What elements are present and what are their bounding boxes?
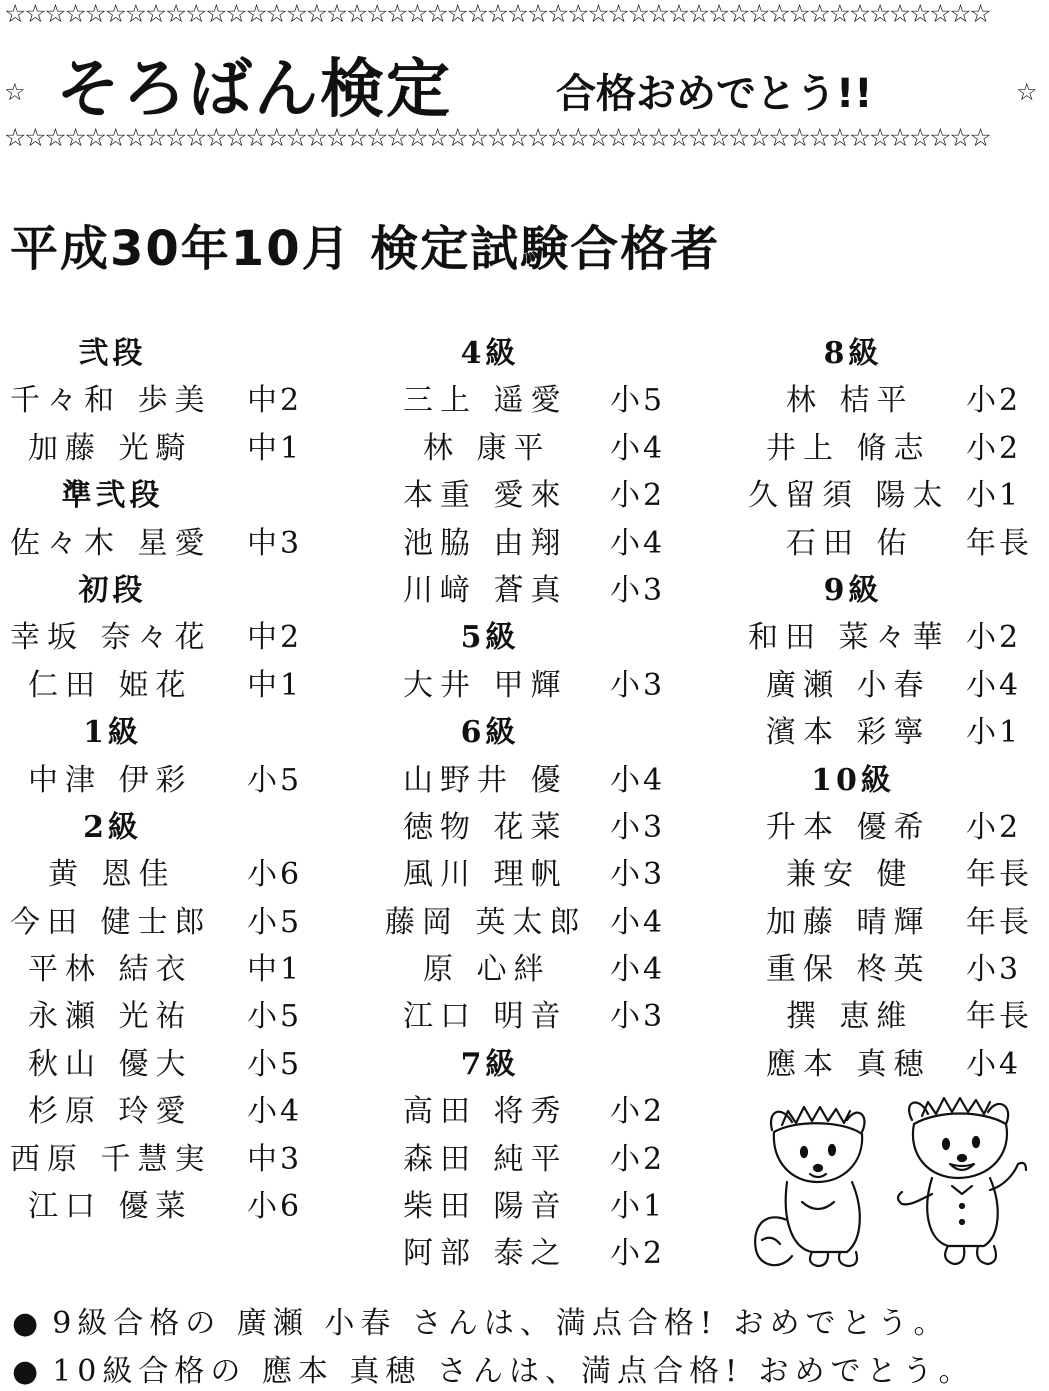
passer-school-grade: 中1 (247, 430, 303, 466)
passer-school-grade: 小4 (610, 904, 666, 940)
passer-school-grade: 小2 (610, 1094, 666, 1130)
passer-school-grade: 小4 (610, 430, 666, 466)
grade-level-heading (748, 557, 1048, 608)
passer-row (748, 652, 1048, 703)
passer-school-grade: 小4 (610, 762, 666, 798)
passer-name: 今田 健士郎 (10, 904, 212, 940)
passer-name: 西原 千慧実 (10, 1141, 212, 1177)
passer-name: 加藤 光騎 (28, 430, 193, 466)
perfect-score-note-2 (12, 1346, 975, 1390)
passer-name: 和田 菜々華 (748, 620, 950, 656)
passer-school-grade: 小6 (247, 857, 303, 893)
passer-name: 川﨑 蒼真 (403, 572, 568, 608)
passer-row (385, 889, 685, 940)
bullet-icon: ● (12, 1354, 53, 1389)
grade-level-label: 初段 (78, 572, 147, 608)
passer-name: 本重 愛來 (403, 478, 568, 514)
grade-level-label: 準弐段 (61, 478, 164, 514)
passer-school-grade: 中1 (247, 667, 303, 703)
passer-school-grade: 小3 (610, 667, 666, 703)
passer-school-grade: 中3 (247, 525, 303, 561)
results-column-3 (748, 320, 1048, 1082)
grade-level-heading (385, 604, 685, 656)
passer-school-grade: 小1 (966, 715, 1022, 751)
passer-school-grade: 小3 (610, 857, 666, 893)
passer-name: 濱本 彩寧 (766, 715, 931, 751)
passer-school-grade: 小4 (966, 667, 1022, 703)
star-border-top: ☆☆☆☆☆☆☆☆☆☆☆☆☆☆☆☆☆☆☆☆☆☆☆☆☆☆☆☆☆☆☆☆☆☆☆☆☆☆☆☆☆☆☆☆☆☆☆☆☆ (4, 0, 990, 28)
bullet-icon: ● (12, 1306, 53, 1341)
grade-level-label: 8級 (823, 336, 883, 371)
passer-row (10, 1078, 310, 1130)
passer-name: 石田 佑 (786, 525, 914, 561)
passer-row (10, 652, 310, 703)
passer-row (748, 983, 1048, 1035)
passer-row (748, 1031, 1048, 1082)
passer-row (748, 936, 1048, 988)
passer-row (385, 652, 685, 703)
grade-level-label: 10級 (811, 762, 895, 798)
right-fox-icon (898, 1098, 1026, 1264)
passer-name: 原 心絆 (423, 952, 551, 988)
passer-row (748, 841, 1048, 893)
passer-name: 千々和 歩美 (10, 383, 212, 419)
perfect-score-note-1 (12, 1298, 949, 1342)
passer-row (748, 510, 1048, 561)
grade-level-label: 4級 (460, 336, 520, 371)
passer-row (10, 936, 310, 988)
passer-name: 兼安 健 (786, 857, 914, 893)
passer-name: 久留須 陽太 (748, 478, 950, 514)
passer-school-grade: 小3 (610, 999, 666, 1035)
passer-school-grade: 小5 (247, 999, 303, 1035)
passer-school-grade: 中2 (247, 620, 303, 656)
passer-school-grade: 小2 (966, 620, 1022, 656)
passer-name: 池脇 由翔 (403, 525, 568, 561)
passer-row (748, 462, 1048, 514)
passer-school-grade: 小6 (247, 1189, 303, 1225)
grade-level-label: 5級 (460, 620, 520, 656)
fox-mascots-illustration (752, 1090, 1032, 1280)
passer-row (385, 1220, 685, 1272)
grade-level-label: 7級 (460, 1046, 520, 1082)
passer-name: 柴田 陽音 (403, 1189, 568, 1225)
passer-row (748, 794, 1048, 845)
passer-row (385, 1126, 685, 1177)
passer-name: 大井 甲輝 (403, 667, 568, 703)
passer-row (10, 415, 310, 466)
passer-row (385, 367, 685, 419)
passer-school-grade: 小5 (247, 904, 303, 940)
passer-name: 升本 優希 (766, 809, 931, 845)
passer-name: 中津 伊彩 (28, 762, 193, 798)
passer-school-grade: 年長 (966, 904, 1032, 940)
passer-name: 藤岡 英太郎 (385, 904, 587, 940)
passer-name: 林 康平 (423, 430, 551, 466)
passer-name: 仁田 姫花 (28, 667, 193, 703)
passer-name: 應本 真穂 (766, 1046, 931, 1082)
passer-name: 徳物 花菜 (403, 809, 568, 845)
passer-row (10, 367, 310, 419)
passer-school-grade: 小4 (247, 1094, 303, 1130)
passer-row (10, 889, 310, 940)
passer-school-grade: 小3 (610, 572, 666, 608)
passer-name: 重保 柊英 (766, 952, 931, 988)
passer-name: 撰 恵維 (786, 999, 914, 1035)
passer-row (10, 983, 310, 1035)
passer-name: 森田 純平 (403, 1141, 568, 1177)
grade-level-label: 2級 (83, 809, 142, 845)
passer-name: 加藤 晴輝 (766, 904, 931, 940)
grade-level-heading (10, 557, 310, 608)
passer-row (10, 604, 310, 656)
passer-school-grade: 小1 (966, 478, 1022, 514)
passer-row (385, 794, 685, 845)
passer-school-grade: 年長 (966, 999, 1032, 1035)
passer-school-grade: 小4 (966, 1046, 1022, 1082)
passer-name: 山野井 優 (403, 762, 568, 798)
passer-name: 三上 遥愛 (403, 383, 568, 419)
passer-row (10, 1126, 310, 1177)
passer-school-grade: 小5 (247, 1046, 303, 1082)
grade-level-heading (10, 794, 310, 845)
passer-row (10, 841, 310, 893)
passer-school-grade: 小3 (966, 952, 1022, 988)
page-title: そろばん検定 (56, 53, 452, 127)
grade-level-heading (748, 320, 1048, 371)
passer-name: 平林 結衣 (28, 952, 193, 988)
passer-school-grade: 小2 (610, 1141, 666, 1177)
passer-row (385, 1173, 685, 1225)
passer-row (385, 510, 685, 561)
passer-row (385, 747, 685, 798)
passer-row (10, 747, 310, 798)
passer-school-grade: 小5 (610, 383, 666, 419)
grade-level-heading (748, 747, 1048, 798)
grade-level-label: 弐段 (78, 336, 147, 371)
grade-level-label: 9級 (823, 572, 883, 608)
passer-school-grade: 小3 (610, 809, 666, 845)
grade-level-heading (385, 1031, 685, 1082)
passer-name: 江口 優菜 (28, 1189, 193, 1225)
passer-row (748, 367, 1048, 419)
passer-name: 佐々木 星愛 (10, 525, 212, 561)
passer-row (385, 415, 685, 466)
passer-school-grade: 中1 (247, 952, 303, 988)
passer-school-grade: 年長 (966, 525, 1032, 561)
passer-name: 江口 明音 (403, 999, 568, 1035)
exam-heading: 平成30年10月 検定試験合格者 (10, 221, 721, 277)
grade-level-heading (385, 699, 685, 751)
passer-school-grade: 小2 (966, 383, 1022, 419)
passer-school-grade: 小5 (247, 762, 303, 798)
results-column-1 (10, 320, 310, 1225)
passer-row (385, 983, 685, 1035)
passer-school-grade: 小4 (610, 952, 666, 988)
note-text: 10級合格の 應本 真穂 さんは、満点合格! おめでとう。 (52, 1354, 975, 1389)
passer-school-grade: 小2 (610, 478, 666, 514)
passer-row (385, 557, 685, 608)
passer-name: 黄 恩佳 (48, 857, 176, 893)
passer-row (10, 510, 310, 561)
grade-level-label: 6級 (460, 715, 520, 751)
passer-name: 林 桔平 (786, 383, 914, 419)
passer-row (385, 462, 685, 514)
grade-level-heading (385, 320, 685, 371)
passer-school-grade: 小4 (610, 525, 666, 561)
passer-school-grade: 小1 (610, 1189, 666, 1225)
results-column-2 (385, 320, 685, 1272)
grade-level-heading (10, 320, 310, 371)
passer-school-grade: 小2 (966, 809, 1022, 845)
passer-school-grade: 中2 (247, 383, 303, 419)
page-subtitle: 合格おめでとう!! (556, 71, 873, 117)
passer-name: 秋山 優大 (28, 1046, 193, 1082)
passer-school-grade: 小2 (966, 430, 1022, 466)
passer-row (385, 1078, 685, 1130)
passer-name: 廣瀬 小春 (766, 667, 931, 703)
grade-level-heading (10, 462, 310, 514)
passer-row (10, 1173, 310, 1225)
note-text: 9級合格の 廣瀬 小春 さんは、満点合格! おめでとう。 (52, 1306, 950, 1341)
grade-level-label: 1級 (83, 715, 142, 751)
passer-row (385, 841, 685, 893)
passer-school-grade: 年長 (966, 857, 1032, 893)
star-left-icon: ☆ (4, 78, 26, 106)
passer-name: 高田 将秀 (403, 1094, 568, 1130)
left-fox-icon (755, 1107, 864, 1266)
passer-name: 風川 理帆 (403, 857, 568, 893)
passer-school-grade: 中3 (247, 1141, 303, 1177)
star-right-icon: ☆ (1016, 78, 1038, 106)
passer-row (748, 604, 1048, 656)
passer-name: 阿部 泰之 (403, 1236, 568, 1272)
passer-name: 幸坂 奈々花 (10, 620, 212, 656)
passer-row (385, 936, 685, 988)
passer-row (748, 699, 1048, 751)
star-border-bottom: ☆☆☆☆☆☆☆☆☆☆☆☆☆☆☆☆☆☆☆☆☆☆☆☆☆☆☆☆☆☆☆☆☆☆☆☆☆☆☆☆☆☆☆☆☆☆☆☆☆ (4, 124, 990, 152)
passer-row (748, 415, 1048, 466)
passer-row (748, 889, 1048, 940)
passer-row (10, 1031, 310, 1082)
passer-name: 井上 脩志 (766, 430, 931, 466)
grade-level-heading (10, 699, 310, 751)
passer-school-grade: 小2 (610, 1236, 666, 1272)
passer-name: 永瀬 光祐 (28, 999, 193, 1035)
passer-name: 杉原 玲愛 (28, 1094, 193, 1130)
